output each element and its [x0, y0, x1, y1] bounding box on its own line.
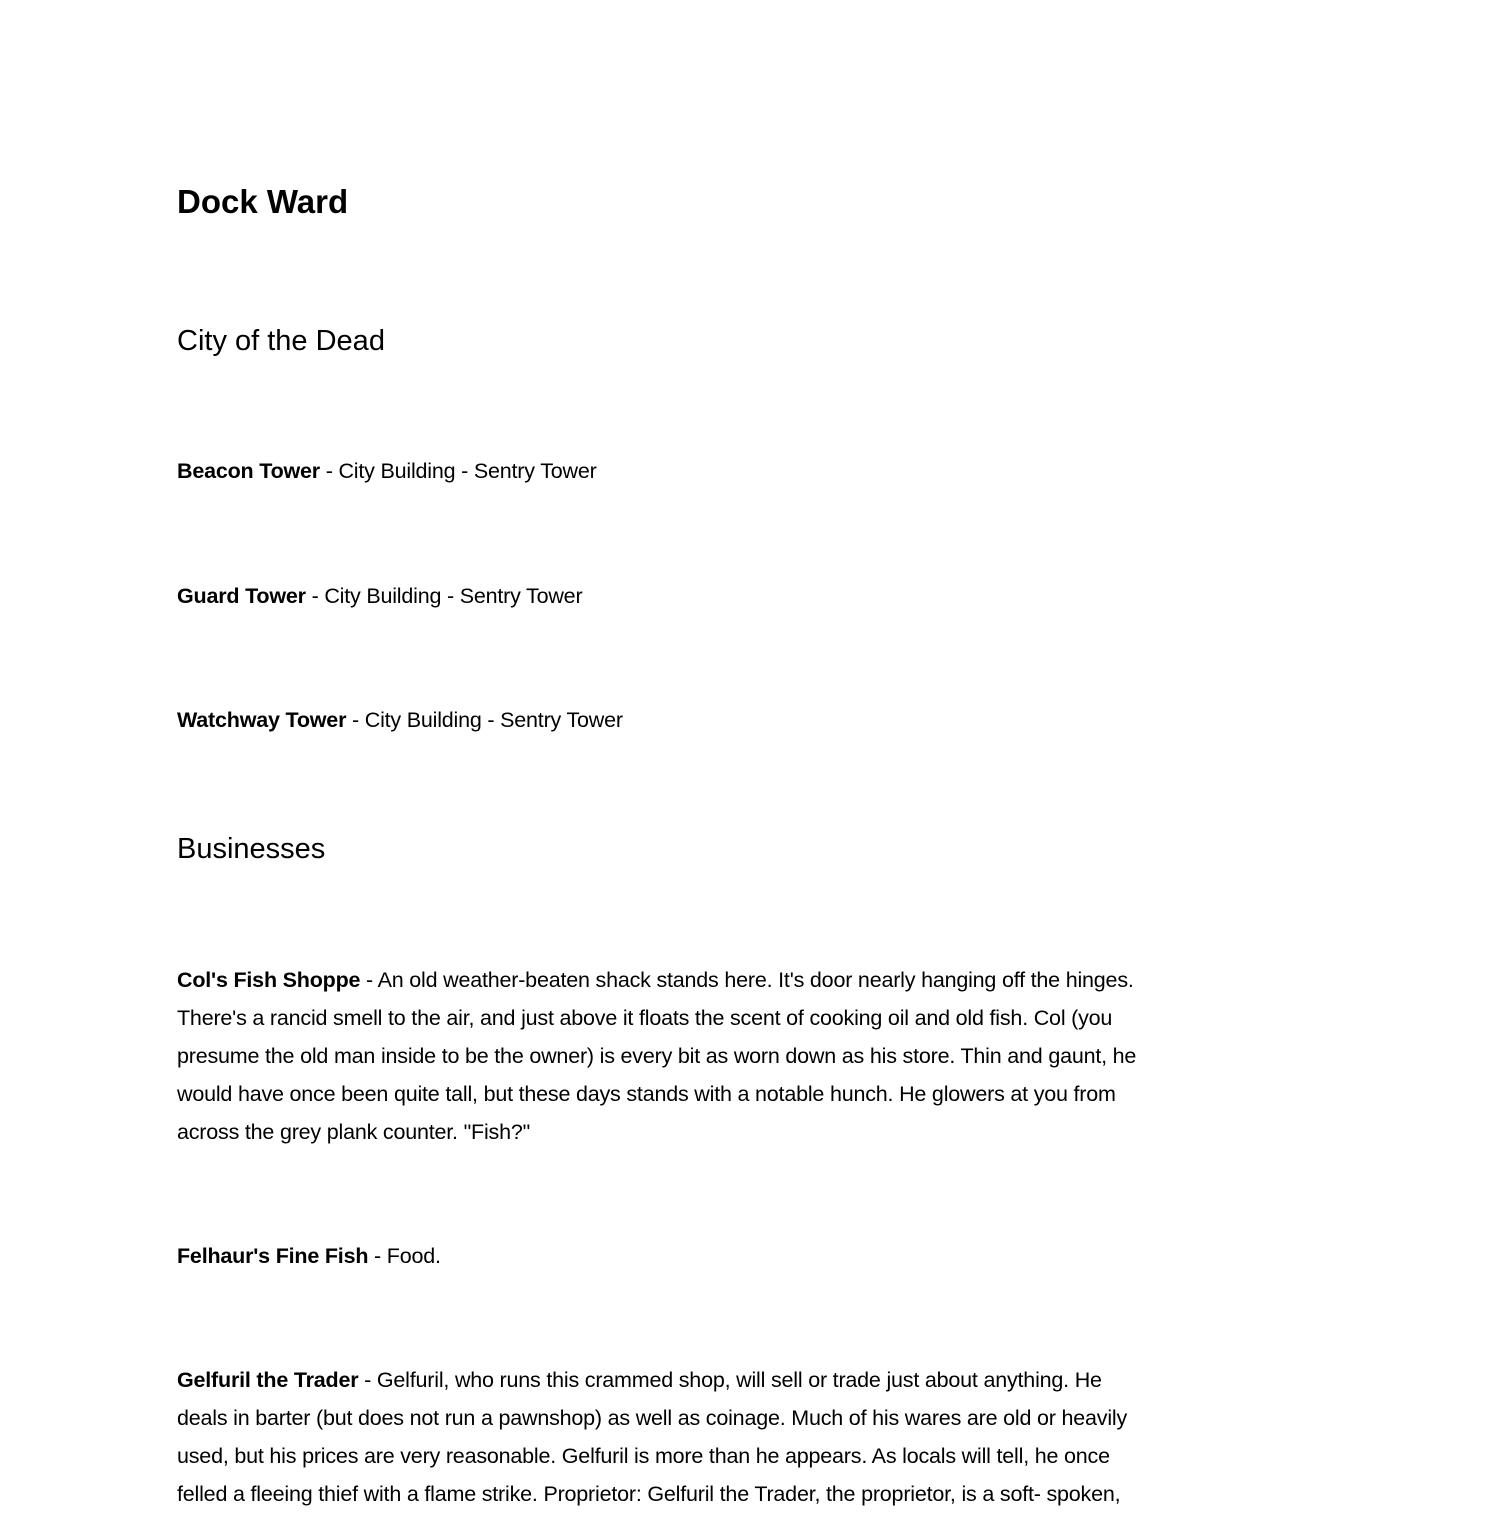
entry-watchway-tower	[177, 701, 623, 739]
section-heading-businesses: Businesses	[177, 833, 326, 865]
entry-text: - Gelfuril, who runs this crammed shop, will sell or trade just about anything. He	[358, 1368, 1102, 1392]
entry-text: presume the old man inside to be the owner) is every bit as worn down as his store. Thin and gaunt, he	[177, 1044, 1137, 1068]
entry-text: deals in barter (but does not run a pawnshop) as well as coinage. Much of his wares are old or heavily	[177, 1406, 1128, 1430]
entry-name: Beacon Tower	[177, 459, 320, 483]
entry-text: - Food.	[368, 1244, 441, 1268]
entry-text: - City Building - Sentry Tower	[319, 459, 597, 483]
entry-beacon-tower	[177, 452, 597, 490]
entry-name: Gelfuril the Trader	[177, 1368, 359, 1392]
entry-text: - An old weather-beaten shack stands here. It's door nearly hanging off the hinges.	[360, 968, 1134, 992]
entry-name: Guard Tower	[177, 584, 306, 608]
entry-name: Watchway Tower	[177, 708, 347, 732]
section-heading-city-of-the-dead: City of the Dead	[177, 325, 385, 357]
entry-text: There's a rancid smell to the air, and just above it floats the scent of cooking oil and old fish. Col (you	[177, 1006, 1113, 1030]
entry-felhaurs-fine-fish	[177, 1237, 441, 1275]
entry-text: - City Building - Sentry Tower	[305, 584, 583, 608]
entry-name: Col's Fish Shoppe	[177, 968, 361, 992]
entry-name: Felhaur's Fine Fish	[177, 1244, 369, 1268]
entry-text: - City Building - Sentry Tower	[346, 708, 623, 732]
entry-text: across the grey plank counter. "Fish?"	[177, 1120, 531, 1144]
entry-text: would have once been quite tall, but these days stands with a notable hunch. He glowers at you from	[177, 1082, 1116, 1106]
page-title: Dock Ward	[177, 183, 349, 220]
entry-gelfuril-the-trader	[177, 1361, 1127, 1513]
entry-text: felled a fleeing thief with a flame strike. Proprietor: Gelfuril the Trader, the proprietor, is a soft- spoken,	[177, 1482, 1121, 1506]
entry-text: used, but his prices are very reasonable. Gelfuril is more than he appears. As locals will tell, he once	[177, 1444, 1110, 1468]
entry-cols-fish-shoppe	[177, 961, 1136, 1151]
entry-guard-tower	[177, 577, 582, 615]
